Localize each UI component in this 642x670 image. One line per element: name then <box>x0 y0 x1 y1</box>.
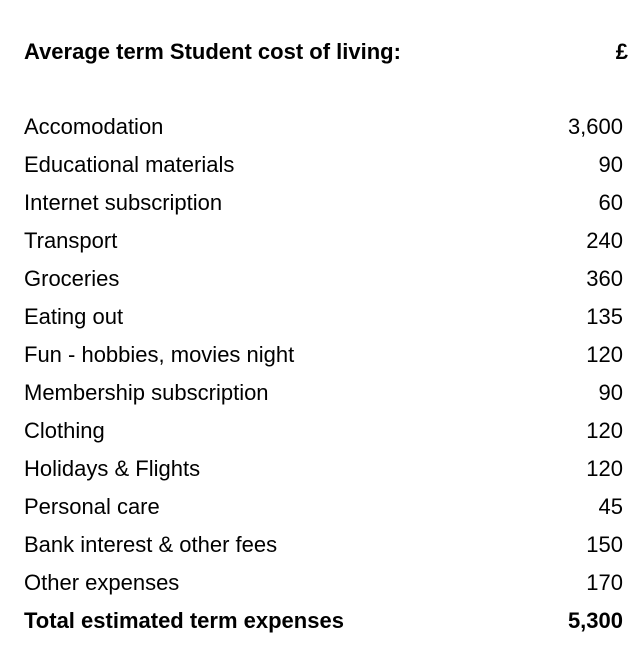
total-row <box>24 602 623 640</box>
table-row <box>24 450 623 488</box>
row-label: Educational materials <box>24 152 235 177</box>
table-row <box>24 298 623 336</box>
row-label: Internet subscription <box>24 190 223 215</box>
table-row <box>24 526 623 564</box>
table-row <box>24 108 623 146</box>
row-value: 120 <box>586 418 623 443</box>
row-value: 240 <box>586 228 623 253</box>
table-header <box>24 34 630 70</box>
row-label: Fun - hobbies, movies night <box>24 342 295 367</box>
row-value: 3,600 <box>567 114 623 139</box>
row-value: 90 <box>598 380 623 405</box>
table-row <box>24 374 623 412</box>
row-value: 45 <box>598 494 623 519</box>
row-value: 60 <box>598 190 623 215</box>
table-title: Average term Student cost of living: <box>24 39 401 64</box>
row-label: Personal care <box>24 494 160 519</box>
row-value: 150 <box>586 532 623 557</box>
table-row <box>24 412 623 450</box>
table-row <box>24 146 623 184</box>
table-row <box>24 184 623 222</box>
row-value: 170 <box>586 570 623 595</box>
table-row <box>24 564 623 602</box>
table-row <box>24 260 623 298</box>
table-row <box>24 488 623 526</box>
row-value: 90 <box>598 152 623 177</box>
row-value: 135 <box>586 304 623 329</box>
row-label: Holidays & Flights <box>24 456 201 481</box>
row-label: Accomodation <box>24 114 164 139</box>
row-label: Eating out <box>24 304 124 329</box>
row-value: 360 <box>586 266 623 291</box>
total-value: 5,300 <box>567 608 623 633</box>
total-label: Total estimated term expenses <box>24 608 344 633</box>
row-value: 120 <box>586 342 623 367</box>
row-label: Other expenses <box>24 570 180 595</box>
row-label: Transport <box>24 228 118 253</box>
row-label: Clothing <box>24 418 105 443</box>
currency-symbol: £ <box>615 39 628 64</box>
table-row <box>24 222 623 260</box>
row-label: Membership subscription <box>24 380 269 405</box>
row-value: 120 <box>586 456 623 481</box>
table-row <box>24 336 623 374</box>
expense-list <box>24 108 623 640</box>
row-label: Bank interest & other fees <box>24 532 278 557</box>
row-label: Groceries <box>24 266 120 291</box>
